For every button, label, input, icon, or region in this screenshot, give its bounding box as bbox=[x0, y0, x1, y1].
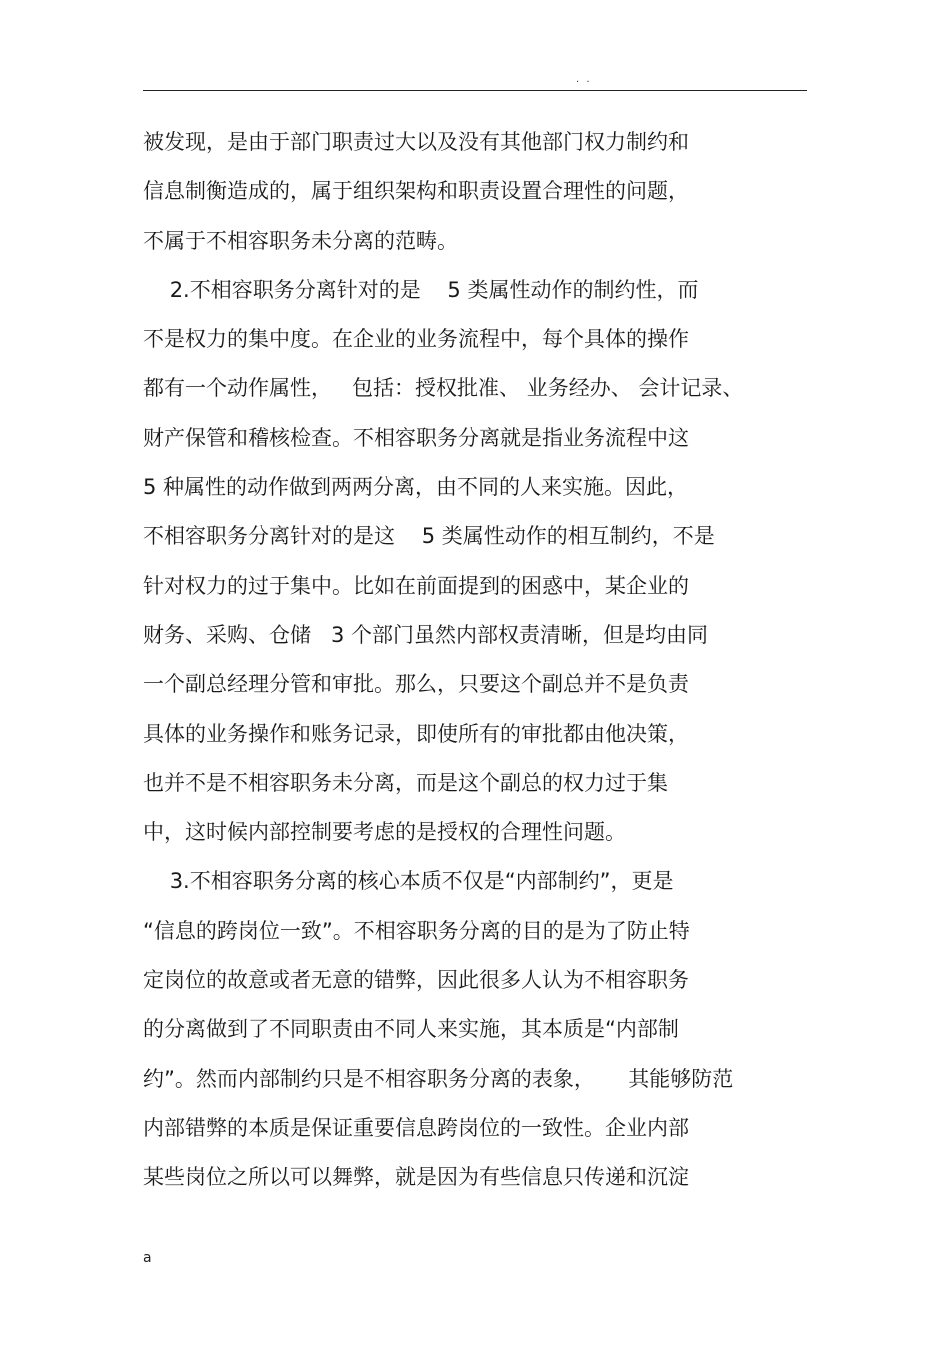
text-line: 3.不相容职务分离的核心本质不仅是“内部制约”，更是 bbox=[143, 869, 674, 894]
text-line: 不是权力的集中度。在企业的业务流程中，每个具体的操作 bbox=[143, 327, 689, 352]
text-line: 针对权力的过于集中。比如在前面提到的困惑中，某企业的 bbox=[143, 573, 689, 598]
body-text bbox=[143, 118, 815, 1203]
text-line: 也并不是不相容职务未分离，而是这个副总的权力过于集 bbox=[143, 770, 668, 795]
text-line: 中，这时候内部控制要考虑的是授权的合理性问题。 bbox=[143, 820, 626, 845]
text-line: 5 种属性的动作做到两两分离，由不同的人来实施。因此， bbox=[143, 475, 689, 500]
text-line: 约”。然而内部制约只是不相容职务分离的表象， 其能够防范 bbox=[143, 1066, 734, 1091]
text-line: “信息的跨岗位一致”。不相容职务分离的目的是为了防止特 bbox=[143, 918, 690, 943]
text-line: 财务、采购、仓储 3 个部门虽然内部权责清晰，但是均由同 bbox=[143, 622, 709, 647]
text-line: 定岗位的故意或者无意的错弊，因此很多人认为不相容职务 bbox=[143, 968, 689, 993]
header-mark: . . bbox=[576, 74, 592, 85]
text-line: 被发现，是由于部门职责过大以及没有其他部门权力制约和 bbox=[143, 130, 689, 154]
text-line: 一个副总经理分管和审批。那么，只要这个副总并不是负责 bbox=[143, 672, 689, 697]
text-line: 财产保管和稽核检查。不相容职务分离就是指业务流程中这 bbox=[143, 425, 689, 450]
text-line: 不相容职务分离针对的是这 5 类属性动作的相互制约，不是 bbox=[143, 524, 715, 549]
text-line: 具体的业务操作和账务记录，即使所有的审批都由他决策， bbox=[143, 721, 689, 746]
text-line: 内部错弊的本质是保证重要信息跨岗位的一致性。企业内部 bbox=[143, 1115, 689, 1140]
footer-mark: a bbox=[143, 1250, 152, 1266]
text-line: 信息制衡造成的，属于组织架构和职责设置合理性的问题， bbox=[143, 179, 689, 204]
text-line: 某些岗位之所以可以舞弊，就是因为有些信息只传递和沉淀 bbox=[143, 1165, 689, 1190]
header-divider bbox=[143, 90, 807, 91]
text-line: 2.不相容职务分离针对的是 5 类属性动作的制约性，而 bbox=[143, 277, 699, 302]
text-line: 的分离做到了不同职责由不同人来实施，其本质是“内部制 bbox=[143, 1017, 679, 1042]
text-line: 不属于不相容职务未分离的范畴。 bbox=[143, 228, 458, 253]
text-line: 都有一个动作属性， 包括：授权批准、 业务经办、 会计记录、 bbox=[143, 376, 744, 401]
